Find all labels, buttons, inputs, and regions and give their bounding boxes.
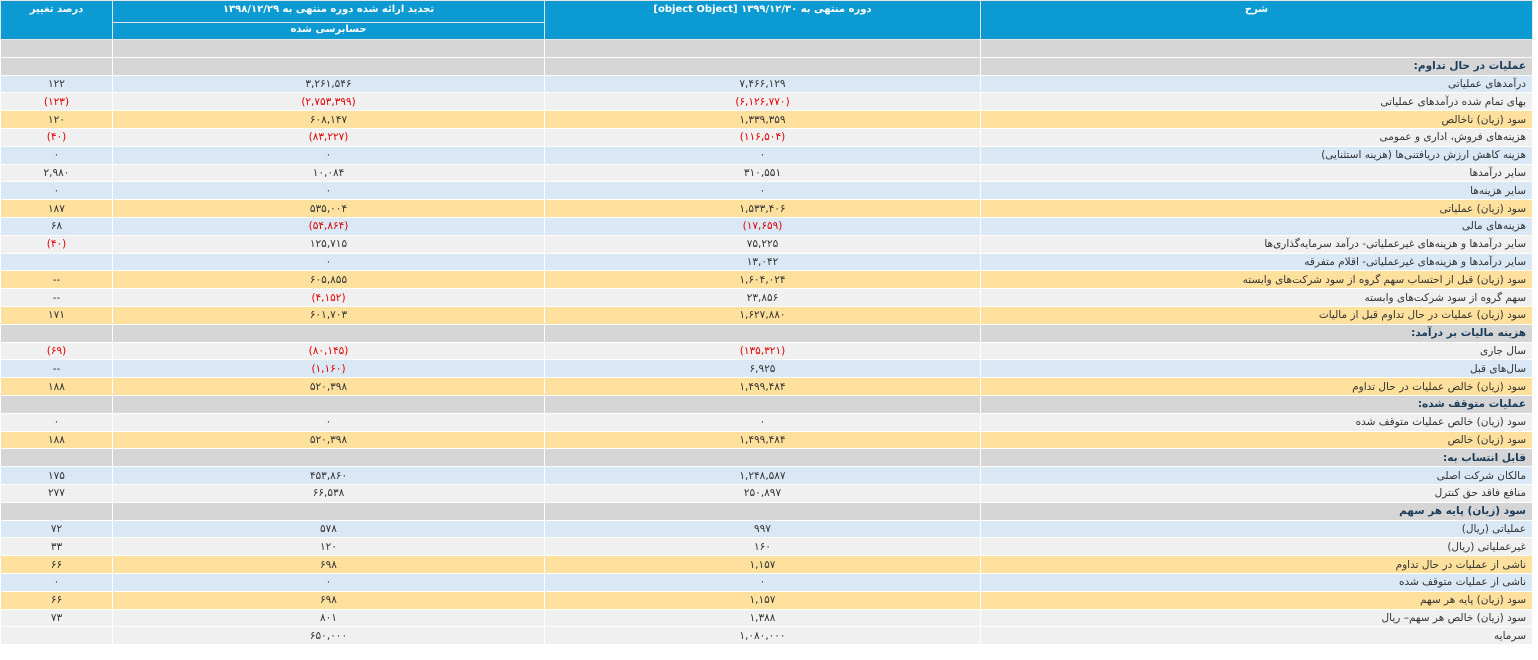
cell-change-percent: ۶۶ (1, 556, 113, 574)
cell-change-percent: ۱۷۱ (1, 306, 113, 324)
row-description: قابل انتساب به: (981, 449, 1533, 467)
cell-previous-period: ۶۰۱,۷۰۳ (113, 306, 545, 324)
cell-previous-period: ۶۰۸,۱۴۷ (113, 111, 545, 129)
cell-current-period: ۷,۴۶۶,۱۲۹ (545, 75, 981, 93)
cell-previous-period: ۱۰,۰۸۴ (113, 164, 545, 182)
table-row (1, 484, 1533, 502)
cell-previous-period: ۶۹۸ (113, 591, 545, 609)
table-row (1, 431, 1533, 449)
cell-current-period: ۱,۶۲۷,۸۸۰ (545, 306, 981, 324)
cell-previous-period: ۵۲۰,۳۹۸ (113, 431, 545, 449)
table-row (1, 609, 1533, 627)
row-description: هزینه‌های فروش، اداری و عمومی (981, 128, 1533, 146)
table-row (1, 235, 1533, 253)
row-description: عملیات در حال تداوم: (981, 57, 1533, 75)
cell-change-percent (1, 449, 113, 467)
section-row (1, 324, 1533, 342)
table-row (1, 93, 1533, 111)
table-row (1, 217, 1533, 235)
table-row (1, 378, 1533, 396)
cell-change-percent: ۶۶ (1, 591, 113, 609)
cell-change-percent: ۰ (1, 413, 113, 431)
table-row (1, 253, 1533, 271)
cell-previous-period: ۴۵۳,۸۶۰ (113, 467, 545, 485)
section-row (1, 40, 1533, 58)
cell-current-period: ۱,۳۸۸ (545, 609, 981, 627)
cell-change-percent: ۰ (1, 573, 113, 591)
row-description: سایر درآمدها و هزینه‌های غیرعملیاتی- درآمد سرمایه‌گذاری‌ها (981, 235, 1533, 253)
column-header-description[interactable]: شرح (981, 1, 1533, 40)
cell-previous-period: ۰ (113, 146, 545, 164)
cell-previous-period: ۶۰۵,۸۵۵ (113, 271, 545, 289)
cell-change-percent: (۱۲۳) (1, 93, 113, 111)
table-row (1, 200, 1533, 218)
header-row (1, 1, 1533, 23)
cell-previous-period: ۰ (113, 573, 545, 591)
cell-current-period: ۱,۰۸۰,۰۰۰ (545, 627, 981, 645)
cell-change-percent: -- (1, 289, 113, 307)
cell-current-period: ۱,۲۴۸,۵۸۷ (545, 467, 981, 485)
cell-previous-period: (۲,۷۵۳,۳۹۹) (113, 93, 545, 111)
cell-previous-period (113, 40, 545, 58)
cell-change-percent (1, 324, 113, 342)
table-row (1, 111, 1533, 129)
cell-previous-period (113, 449, 545, 467)
cell-current-period: ۰ (545, 413, 981, 431)
row-description: سود (زیان) قبل از احتساب سهم گروه از سود شرکت‌های وابسته (981, 271, 1533, 289)
cell-current-period (545, 449, 981, 467)
table-row (1, 146, 1533, 164)
cell-previous-period: ۶۹۸ (113, 556, 545, 574)
row-description: هزینه کاهش ارزش دریافتنی‌ها (هزینه استثنایی) (981, 146, 1533, 164)
cell-current-period: (۶,۱۲۶,۷۷۰) (545, 93, 981, 111)
cell-previous-period: (۸۳,۲۲۷) (113, 128, 545, 146)
cell-change-percent (1, 627, 113, 645)
row-description: ناشی از عملیات در حال تداوم (981, 556, 1533, 574)
cell-change-percent: ۰ (1, 146, 113, 164)
row-description: سود (زیان) عملیاتی (981, 200, 1533, 218)
cell-change-percent: ۶۸ (1, 217, 113, 235)
cell-change-percent: ۱۸۸ (1, 431, 113, 449)
table-header (1, 1, 1533, 40)
row-description: سود (زیان) خالص هر سهم– ریال (981, 609, 1533, 627)
cell-current-period: ۱,۱۵۷ (545, 591, 981, 609)
cell-previous-period (113, 57, 545, 75)
cell-change-percent (1, 253, 113, 271)
cell-previous-period (113, 395, 545, 413)
row-description: سود (زیان) پایه هر سهم (981, 502, 1533, 520)
column-header-current-period[interactable]: دوره منتهی به ۱۳۹۹/۱۲/۳۰ [object Object] (545, 1, 981, 40)
cell-previous-period: ۸۰۱ (113, 609, 545, 627)
row-description: ناشی از عملیات متوقف شده (981, 573, 1533, 591)
row-description: غیرعملیاتی (ریال) (981, 538, 1533, 556)
row-description: هزینه‌های مالی (981, 217, 1533, 235)
table-body (1, 40, 1533, 645)
cell-change-percent (1, 395, 113, 413)
row-description: سال‌های قبل (981, 360, 1533, 378)
cell-current-period: ۱,۱۵۷ (545, 556, 981, 574)
cell-current-period: ۲۵۰,۸۹۷ (545, 484, 981, 502)
table-row (1, 271, 1533, 289)
row-description: سایر درآمدها و هزینه‌های غیرعملیاتی- اقلام متفرقه (981, 253, 1533, 271)
table-row (1, 289, 1533, 307)
table-row (1, 556, 1533, 574)
cell-current-period: (۱۷,۶۵۹) (545, 217, 981, 235)
cell-previous-period (113, 502, 545, 520)
cell-current-period: ۱۳,۰۴۲ (545, 253, 981, 271)
row-description: سود (زیان) خالص (981, 431, 1533, 449)
cell-current-period (545, 40, 981, 58)
cell-previous-period: (۵۴,۸۶۴) (113, 217, 545, 235)
table-row (1, 360, 1533, 378)
table-row (1, 413, 1533, 431)
row-description: بهای تمام شده درآمدهای عملیاتی (981, 93, 1533, 111)
row-description: درآمدهای عملیاتی (981, 75, 1533, 93)
cell-change-percent: (۶۹) (1, 342, 113, 360)
table-row (1, 520, 1533, 538)
cell-change-percent (1, 40, 113, 58)
row-description: مالکان شرکت اصلی (981, 467, 1533, 485)
row-description: عملیاتی (ریال) (981, 520, 1533, 538)
row-description: سرمایه (981, 627, 1533, 645)
cell-current-period: ۱۶۰ (545, 538, 981, 556)
cell-change-percent: ۱۷۵ (1, 467, 113, 485)
cell-previous-period: (۴,۱۵۲) (113, 289, 545, 307)
table-row (1, 306, 1533, 324)
cell-current-period: ۱,۶۰۴,۰۲۴ (545, 271, 981, 289)
cell-previous-period: ۵۳۵,۰۰۴ (113, 200, 545, 218)
table-row (1, 627, 1533, 645)
table-row (1, 164, 1533, 182)
cell-current-period: ۶,۹۲۵ (545, 360, 981, 378)
cell-change-percent: ۰ (1, 182, 113, 200)
cell-previous-period: ۳,۲۶۱,۵۴۶ (113, 75, 545, 93)
cell-current-period (545, 502, 981, 520)
row-description: سود (زیان) ناخالص (981, 111, 1533, 129)
cell-previous-period: ۵۲۰,۳۹۸ (113, 378, 545, 396)
cell-current-period (545, 57, 981, 75)
table-row (1, 342, 1533, 360)
cell-change-percent: ۷۲ (1, 520, 113, 538)
table-row (1, 75, 1533, 93)
row-description: سود (زیان) پایه هر سهم (981, 591, 1533, 609)
cell-current-period: (۱۱۶,۵۰۴) (545, 128, 981, 146)
cell-change-percent (1, 57, 113, 75)
cell-previous-period: (۱,۱۶۰) (113, 360, 545, 378)
column-subheader-audited: حسابرسی شده (113, 23, 545, 40)
cell-current-period: ۰ (545, 182, 981, 200)
cell-change-percent: ۳۳ (1, 538, 113, 556)
row-description: سال جاری (981, 342, 1533, 360)
cell-change-percent (1, 502, 113, 520)
cell-change-percent: ۱۸۸ (1, 378, 113, 396)
row-description: منافع فاقد حق کنترل (981, 484, 1533, 502)
row-description: سود (زیان) خالص عملیات در حال تداوم (981, 378, 1533, 396)
cell-current-period: ۱,۴۹۹,۴۸۴ (545, 431, 981, 449)
row-description: عملیات متوقف شده: (981, 395, 1533, 413)
cell-current-period: ۳۱۰,۵۵۱ (545, 164, 981, 182)
section-row (1, 57, 1533, 75)
cell-current-period: ۱,۳۳۹,۳۵۹ (545, 111, 981, 129)
row-description: سایر درآمدها (981, 164, 1533, 182)
row-description: سود (زیان) خالص عملیات متوقف شده (981, 413, 1533, 431)
section-row (1, 395, 1533, 413)
section-row (1, 502, 1533, 520)
table-row (1, 128, 1533, 146)
cell-current-period (545, 324, 981, 342)
cell-previous-period: ۱۲۰ (113, 538, 545, 556)
cell-current-period: ۰ (545, 146, 981, 164)
row-description: سهم گروه از سود شرکت‌های وابسته (981, 289, 1533, 307)
table-row (1, 538, 1533, 556)
cell-change-percent: ۱۲۲ (1, 75, 113, 93)
row-description (981, 40, 1533, 58)
cell-current-period: ۷۵,۲۲۵ (545, 235, 981, 253)
cell-current-period: ۰ (545, 573, 981, 591)
cell-change-percent: ۷۳ (1, 609, 113, 627)
cell-current-period: ۱,۴۹۹,۴۸۴ (545, 378, 981, 396)
cell-previous-period: (۸۰,۱۴۵) (113, 342, 545, 360)
column-header-change-percent[interactable]: درصد تغییر (1, 1, 113, 40)
cell-previous-period: ۰ (113, 253, 545, 271)
table-row (1, 573, 1533, 591)
cell-current-period: (۱۳۵,۳۲۱) (545, 342, 981, 360)
cell-change-percent: ۲,۹۸۰ (1, 164, 113, 182)
table-row (1, 182, 1533, 200)
cell-previous-period: ۵۷۸ (113, 520, 545, 538)
cell-current-period: ۲۳,۸۵۶ (545, 289, 981, 307)
cell-previous-period (113, 324, 545, 342)
cell-previous-period: ۶۵۰,۰۰۰ (113, 627, 545, 645)
table-row (1, 591, 1533, 609)
cell-previous-period: ۱۲۵,۷۱۵ (113, 235, 545, 253)
cell-change-percent: ۲۷۷ (1, 484, 113, 502)
row-description: هزینه مالیات بر درآمد: (981, 324, 1533, 342)
row-description: سود (زیان) عملیات در حال تداوم قبل از مالیات (981, 306, 1533, 324)
cell-previous-period: ۶۶,۵۳۸ (113, 484, 545, 502)
column-header-previous-period[interactable]: تجدید ارائه شده دوره منتهی به ۱۳۹۸/۱۲/۲۹ (113, 1, 545, 23)
cell-change-percent: -- (1, 360, 113, 378)
cell-change-percent: -- (1, 271, 113, 289)
cell-change-percent: (۴۰) (1, 235, 113, 253)
cell-current-period: ۹۹۷ (545, 520, 981, 538)
cell-current-period (545, 395, 981, 413)
cell-change-percent: (۴۰) (1, 128, 113, 146)
cell-change-percent: ۱۲۰ (1, 111, 113, 129)
cell-current-period: ۱,۵۳۳,۴۰۶ (545, 200, 981, 218)
row-description: سایر هزینه‌ها (981, 182, 1533, 200)
cell-previous-period: ۰ (113, 182, 545, 200)
cell-previous-period: ۰ (113, 413, 545, 431)
table-row (1, 467, 1533, 485)
cell-change-percent: ۱۸۷ (1, 200, 113, 218)
section-row (1, 449, 1533, 467)
